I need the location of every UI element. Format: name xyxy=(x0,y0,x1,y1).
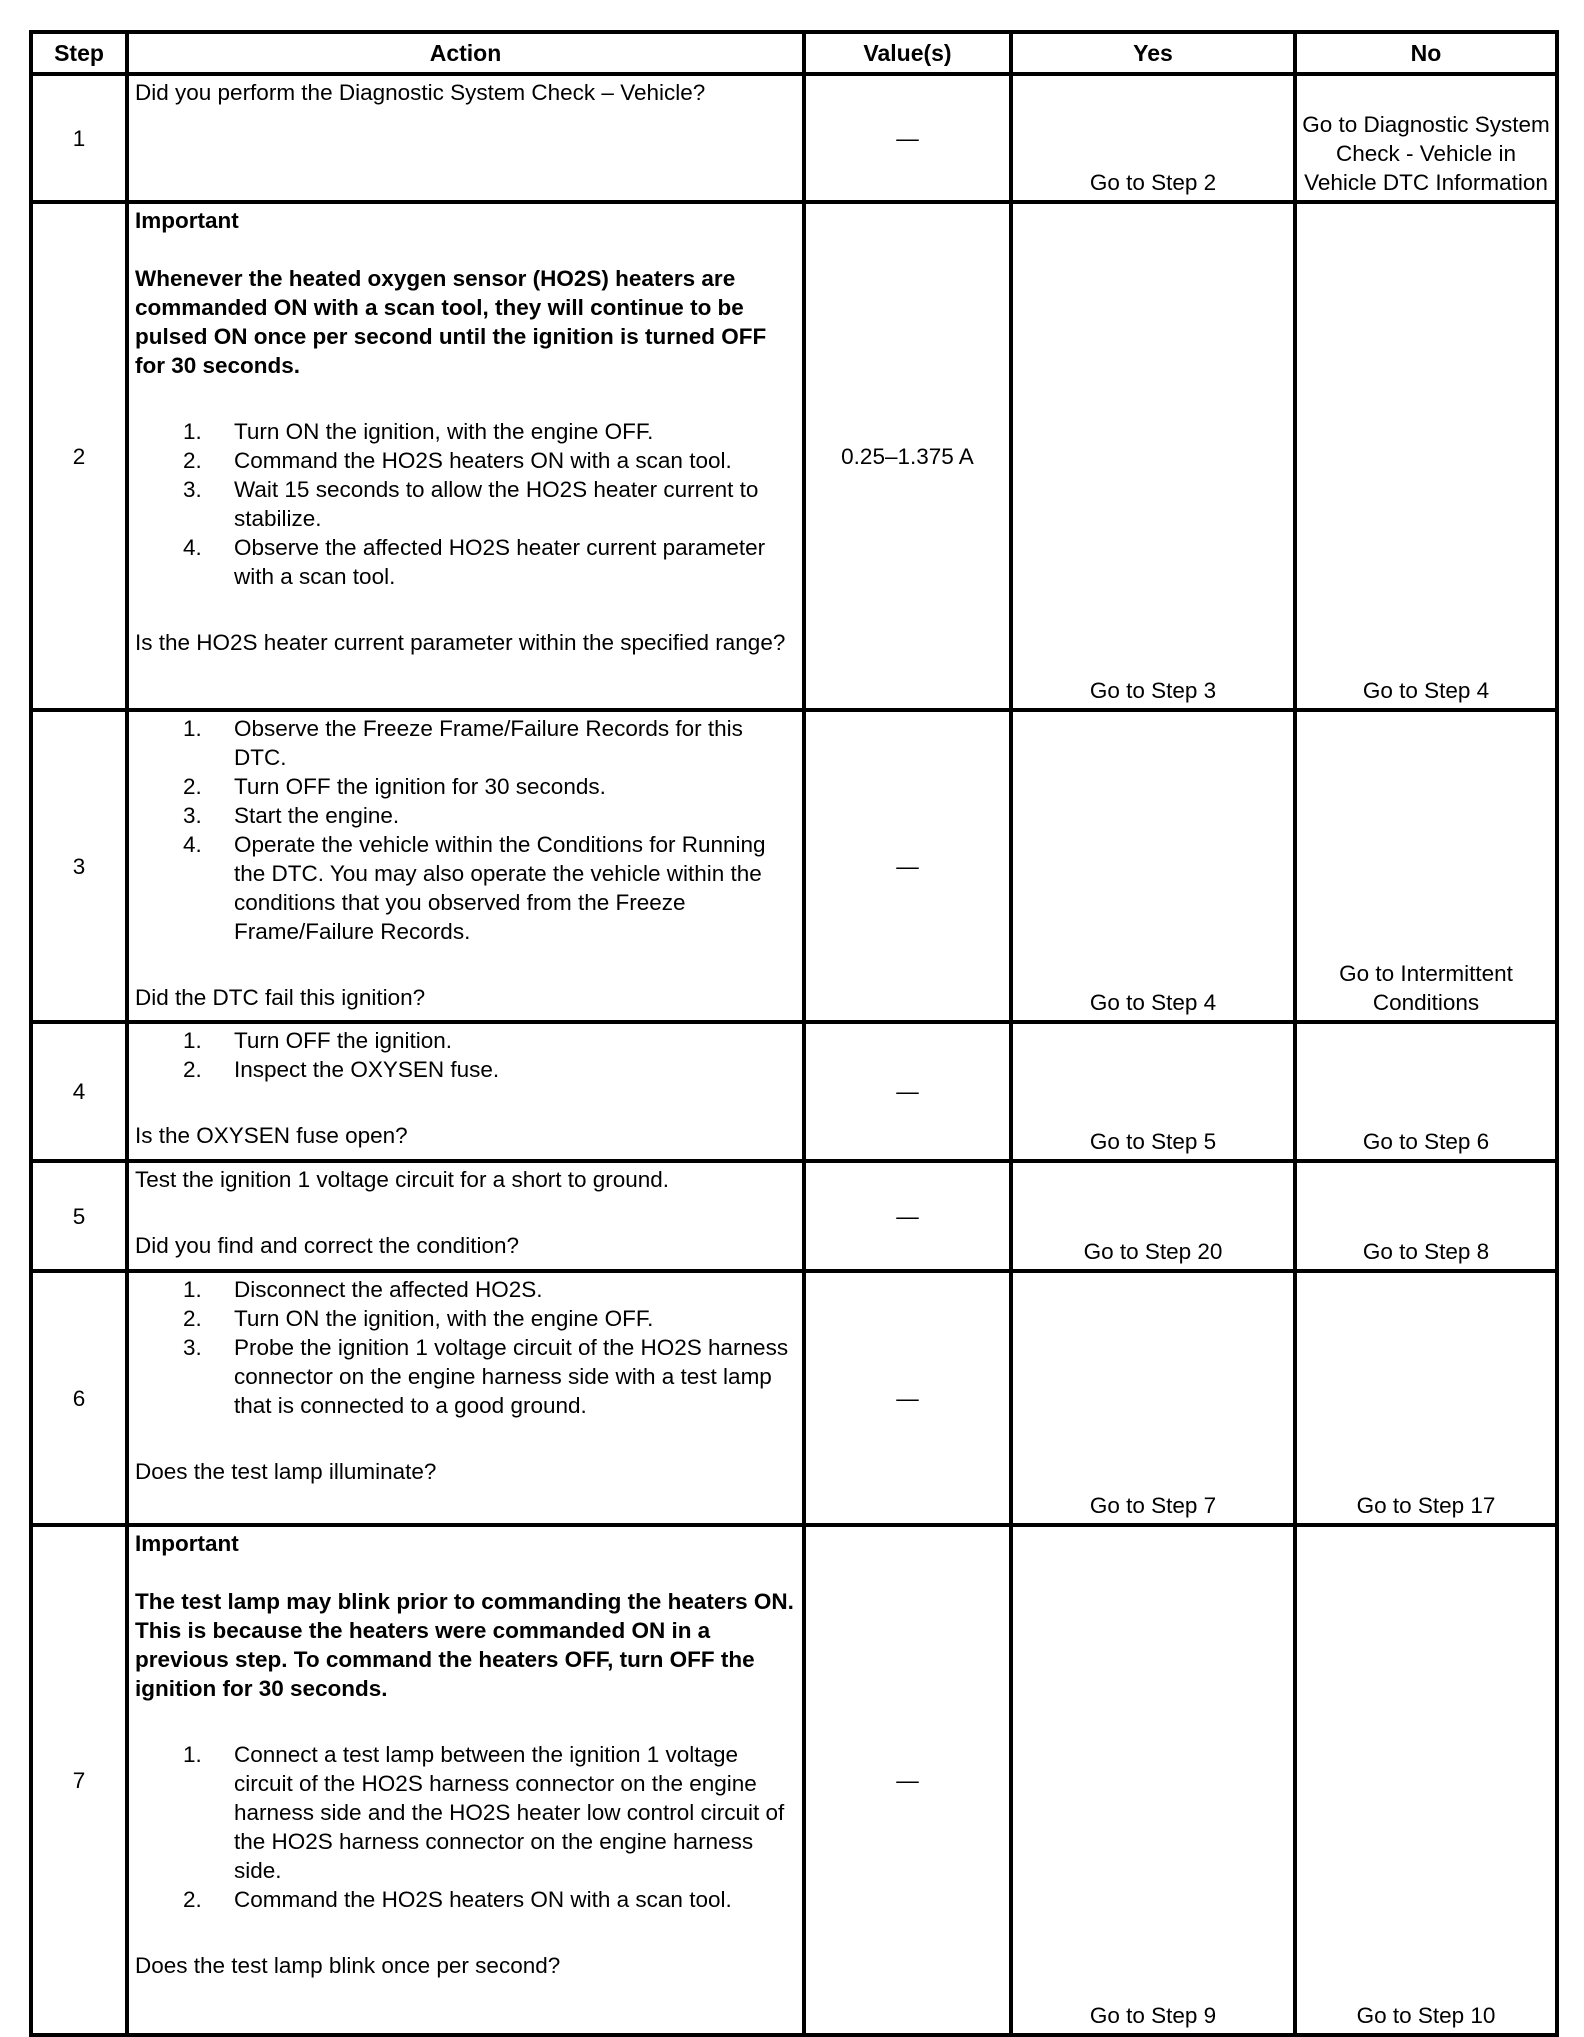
yes-cell: Go to Step 9 xyxy=(1011,1525,1295,2035)
value-cell: 0.25–1.375 A xyxy=(804,202,1011,710)
list-item: 1. Connect a test lamp between the ignition 1 voltage circuit of the HO2S harness connector on the engine harness side and the HO2S heater low control circuit of the HO2S harness connector on the engine harness side. xyxy=(183,1742,785,1883)
step-number: 3 xyxy=(31,710,127,1022)
step-number: 5 xyxy=(31,1161,127,1271)
action-cell xyxy=(127,202,804,710)
step-number: 4 xyxy=(31,1022,127,1161)
no-cell: Go to Step 4 xyxy=(1295,202,1557,710)
list-item: 1. Disconnect the affected HO2S. xyxy=(183,1277,543,1302)
header-no: No xyxy=(1295,32,1557,74)
action-cell xyxy=(127,74,804,202)
table-row xyxy=(31,1271,1557,1525)
header-step: Step xyxy=(31,32,127,74)
list-item: 4. Operate the vehicle within the Conditions for Running the DTC. You may also operate the vehicle within the conditions that you observed from the Freeze Frame/Failure Records. xyxy=(183,832,766,944)
diagnostic-table xyxy=(29,30,1559,2037)
list-item: 2. Command the HO2S heaters ON with a scan tool. xyxy=(183,448,732,473)
table-row xyxy=(31,202,1557,710)
list-item: 2. Command the HO2S heaters ON with a scan tool. xyxy=(183,1887,732,1912)
value-cell: — xyxy=(804,1525,1011,2035)
action-question: Does the test lamp illuminate? xyxy=(135,1459,437,1484)
yes-cell: Go to Step 4 xyxy=(1011,710,1295,1022)
step-number: 7 xyxy=(31,1525,127,2035)
action-question: Did you perform the Diagnostic System Check – Vehicle? xyxy=(135,80,706,105)
important-title: Important xyxy=(135,1531,239,1556)
table-row xyxy=(31,74,1557,202)
table-row xyxy=(31,710,1557,1022)
header-row xyxy=(31,32,1557,74)
action-cell xyxy=(127,1525,804,2035)
yes-cell: Go to Step 20 xyxy=(1011,1161,1295,1271)
action-question: Did the DTC fail this ignition? xyxy=(135,985,426,1010)
header-action: Action xyxy=(127,32,804,74)
value-cell: — xyxy=(804,1271,1011,1525)
header-values: Value(s) xyxy=(804,32,1011,74)
header-yes: Yes xyxy=(1011,32,1295,74)
action-question: Does the test lamp blink once per second? xyxy=(135,1953,561,1978)
action-question: Is the HO2S heater current parameter within the specified range? xyxy=(135,630,786,655)
no-cell: Go to Diagnostic System Check - Vehicle in Vehicle DTC Information xyxy=(1295,74,1557,202)
action-list xyxy=(135,1740,796,1914)
list-item: 4. Observe the affected HO2S heater current parameter with a scan tool. xyxy=(183,535,766,589)
action-question: Did you find and correct the condition? xyxy=(135,1233,519,1258)
list-item: 3. Probe the ignition 1 voltage circuit of the HO2S harness connector on the engine harness side with a test lamp that is connected to a good ground. xyxy=(183,1335,789,1418)
important-text: Whenever the heated oxygen sensor (HO2S) heaters are commanded ON with a scan tool, they will continue to be pulsed ON once per second until the ignition is turned OFF for 30 seconds. xyxy=(135,266,767,378)
table-row xyxy=(31,1022,1557,1161)
action-text: Test the ignition 1 voltage circuit for a short to ground. xyxy=(135,1167,670,1192)
step-number: 6 xyxy=(31,1271,127,1525)
important-title: Important xyxy=(135,208,239,233)
no-cell: Go to Step 17 xyxy=(1295,1271,1557,1525)
yes-cell: Go to Step 2 xyxy=(1011,74,1295,202)
action-list xyxy=(135,1026,796,1084)
action-cell xyxy=(127,710,804,1022)
value-cell: — xyxy=(804,1161,1011,1271)
list-item: 2. Inspect the OXYSEN fuse. xyxy=(183,1057,500,1082)
important-text: The test lamp may blink prior to commanding the heaters ON. This is because the heaters were commanded ON in a previous step. To command the heaters OFF, turn OFF the ignition for 30 seconds. xyxy=(135,1589,794,1701)
yes-cell: Go to Step 5 xyxy=(1011,1022,1295,1161)
action-cell xyxy=(127,1022,804,1161)
table-row xyxy=(31,1525,1557,2035)
yes-cell: Go to Step 7 xyxy=(1011,1271,1295,1525)
no-cell: Go to Intermittent Conditions xyxy=(1295,710,1557,1022)
value-cell: — xyxy=(804,1022,1011,1161)
action-cell xyxy=(127,1161,804,1271)
list-item: 3. Start the engine. xyxy=(183,803,400,828)
action-question: Is the OXYSEN fuse open? xyxy=(135,1123,408,1148)
step-number: 2 xyxy=(31,202,127,710)
action-list xyxy=(135,1275,796,1420)
list-item: 1. Turn OFF the ignition. xyxy=(183,1028,453,1053)
table-row xyxy=(31,1161,1557,1271)
no-cell: Go to Step 10 xyxy=(1295,1525,1557,2035)
list-item: 2. Turn OFF the ignition for 30 seconds. xyxy=(183,774,606,799)
step-number: 1 xyxy=(31,74,127,202)
value-cell: — xyxy=(804,74,1011,202)
action-cell xyxy=(127,1271,804,1525)
action-list xyxy=(135,714,796,946)
no-cell: Go to Step 8 xyxy=(1295,1161,1557,1271)
action-list xyxy=(135,417,796,591)
yes-cell: Go to Step 3 xyxy=(1011,202,1295,710)
no-cell: Go to Step 6 xyxy=(1295,1022,1557,1161)
list-item: 3. Wait 15 seconds to allow the HO2S heater current to stabilize. xyxy=(183,477,759,531)
list-item: 1. Observe the Freeze Frame/Failure Records for this DTC. xyxy=(183,716,743,770)
list-item: 2. Turn ON the ignition, with the engine OFF. xyxy=(183,1306,654,1331)
value-cell: — xyxy=(804,710,1011,1022)
list-item: 1. Turn ON the ignition, with the engine OFF. xyxy=(183,419,654,444)
